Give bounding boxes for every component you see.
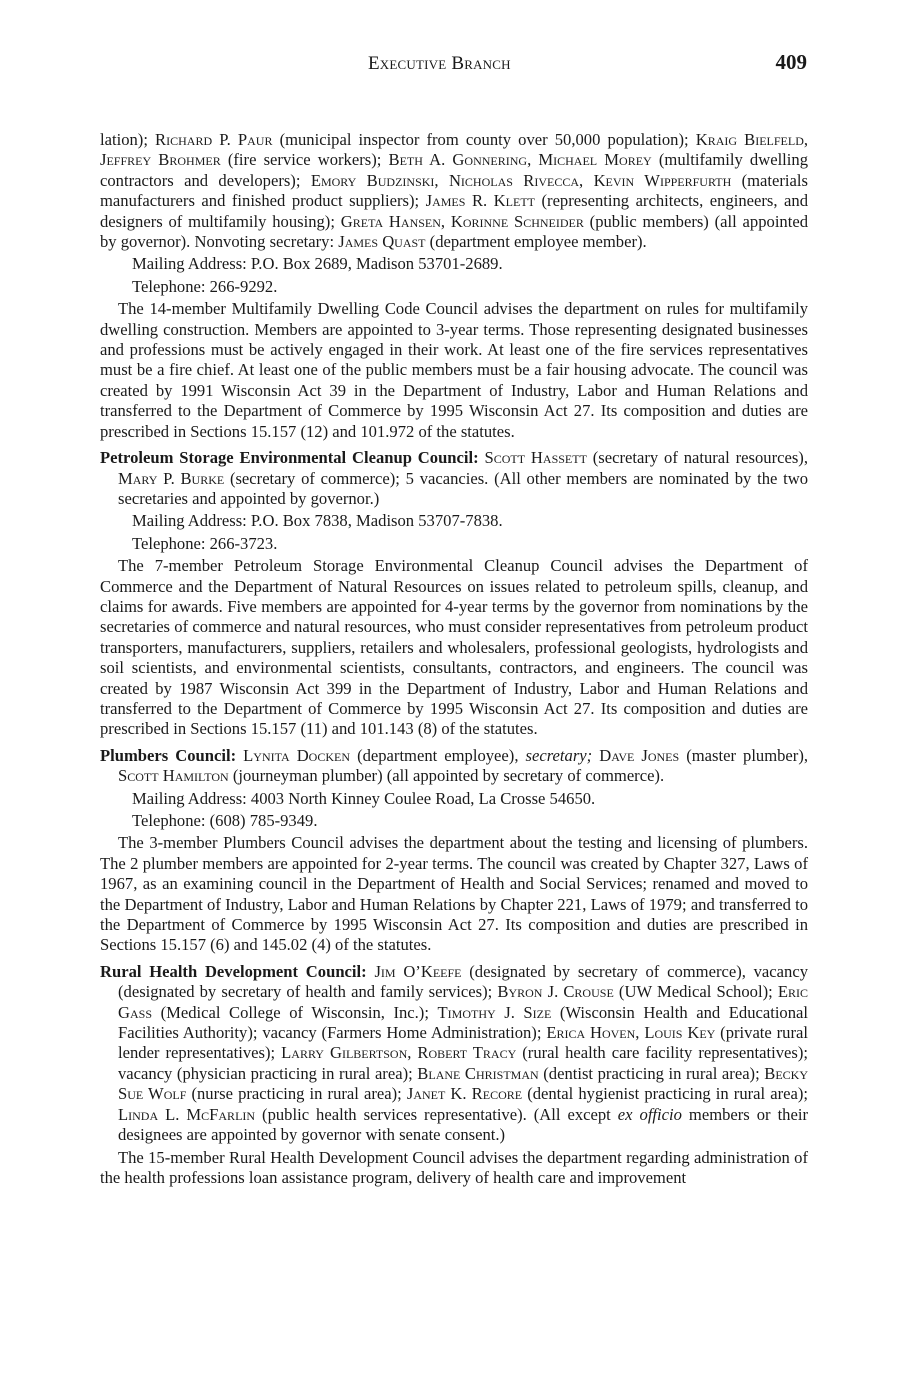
member-name: Greta Hansen, Korinne Schneider (340, 211, 584, 231)
member-name: Emory Budzinski, Nicholas Rivecca, Kevin Wipperfurth (310, 170, 732, 190)
member-role: (designated by secretary of commerce), vacancy (designated by secretary of health and family services); (118, 961, 808, 1002)
member-role: (dental hygienist practicing in rural area); (522, 1084, 808, 1104)
member-role: (rural health care facility representatives); vacancy (physician practicing in rural area); (118, 1043, 808, 1083)
member-name: Dave Jones (599, 745, 680, 765)
running-head: Executive Branch (368, 53, 511, 74)
council-description: The 14-member Multifamily Dwelling Code Council advises the department on rules for multifamily dwelling construction. Members are appointed to 3-year terms. Those representing designated businesses and professions must be actively engaged in their work. At least one of the fire services representatives must be a fire chief. At least one of the public members must be a fair housing advocate. The council was created by 1991 Wisconsin Act 39 in the Department of Industry, Labor and Human Relations and transferred to the Department of Commerce by 1995 Wisconsin Act 27. Its composition and duties are prescribed in Sections 15.157 (12) and 101.972 of the statutes. (100, 299, 808, 441)
member-role: (private rural lender representatives); (118, 1023, 808, 1063)
italic-role: secretary; (525, 745, 593, 765)
member-name: Scott Hamilton (118, 766, 229, 786)
member-role: (master plumber), (679, 745, 808, 765)
page-number: 409 (775, 50, 807, 74)
member-role: (UW Medical School); (613, 982, 778, 1002)
council-description: The 15-member Rural Health Development Council advises the department regarding administration of the health professions loan assistance program, delivery of health care and improvement (100, 1147, 808, 1187)
telephone: Telephone: (608) 785-9349. (132, 811, 318, 830)
member-role: (materials manufacturers and finished product suppliers); (100, 170, 808, 211)
member-name: James R. Klett (425, 191, 535, 211)
member-name: Eric Gass (118, 982, 808, 1022)
member-role: (secretary of commerce); 5 vacancies. (All other members are nominated by the two secretaries and appointed by governor.) (118, 468, 809, 508)
member-role: (journeyman plumber) (all appointed by secretary of commerce). (228, 766, 665, 786)
member-name: Larry Gilbertson, Robert Tracy (281, 1043, 517, 1063)
telephone: Telephone: 266-9292. (132, 276, 278, 296)
member-name: Beth A. Gonnering, Michael Morey (388, 150, 652, 170)
member-list-multifamily (100, 130, 808, 252)
telephone: Telephone: 266-3723. (132, 533, 278, 553)
mailing-address: Mailing Address: P.O. Box 7838, Madison 53707-7838. (132, 511, 503, 531)
member-role: (multifamily dwelling contractors and developers); (100, 150, 808, 190)
member-role: (nurse practicing in rural area); (186, 1084, 407, 1104)
italic-term: ex officio (617, 1104, 682, 1124)
member-name: Kraig Bielfeld, Jeffrey Brohmer (100, 130, 809, 170)
member-name: Lynita Docken (243, 745, 351, 765)
member-name: Mary P. Burke (118, 468, 225, 488)
member-name: Scott Hassett (484, 448, 587, 468)
member-name: Becky Sue Wolf (118, 1063, 809, 1104)
member-name: Byron J. Crouse (497, 982, 614, 1002)
council-heading: Rural Health Development Council: (100, 961, 367, 981)
member-role: (dentist practicing in rural area); (538, 1063, 765, 1083)
member-role: (fire service workers); (220, 150, 389, 170)
council-description: The 3-member Plumbers Council advises the department about the testing and licensing of plumbers. The 2 plumber members are appointed for 2-year terms. The council was created by Chapter 327, Laws of 1967, as an examining council in the Department of Health and Social Services; renamed and moved to the Department of Industry, Labor and Human Relations by Chapter 221, Laws of 1979; and transferred to the Department of Commerce by 1995 Wisconsin Act 27. Its composition and duties are prescribed in Sections 15.157 (6) and 145.02 (4) of the statutes. (100, 833, 808, 955)
member-role: (municipal inspector from county over 50,000 population); (272, 130, 696, 149)
text-run: lation); (100, 130, 156, 149)
page-body (100, 130, 808, 1188)
mailing-address: Mailing Address: 4003 North Kinney Coulee Road, La Crosse 54650. (132, 788, 596, 808)
member-role: (Medical College of Wisconsin, Inc.); (152, 1002, 438, 1022)
member-name: James Quast (338, 232, 426, 252)
council-heading: Petroleum Storage Environmental Cleanup Council: (100, 448, 479, 468)
member-name: Linda L. McFarlin (118, 1104, 256, 1124)
member-role: (Wisconsin Health and Educational Facilities Authority); vacancy (Farmers Home Administration); (118, 1002, 809, 1043)
member-name: Richard P. Paur (155, 130, 273, 149)
council-entry-petroleum (100, 448, 808, 509)
text-run: members or their designees are appointed by governor with senate consent.) (118, 1104, 808, 1145)
member-role: (representing architects, engineers, and designers of multifamily housing); (100, 191, 808, 231)
member-name: Timothy J. Size (437, 1002, 552, 1022)
member-name: Blane Christman (417, 1063, 539, 1083)
council-description: The 7-member Petroleum Storage Environmental Cleanup Council advises the Department of Commerce and the Department of Natural Resources on issues related to petroleum spills, cleanup, and claims for awards. Five members are appointed for 4-year terms by the governor from nominations by the secretaries of commerce and natural resources, who must consider representatives from petroleum product transporters, manufacturers, suppliers, retailers and wholesalers, professional geologists, hydrologists and soil scientists, and environmental scientists, consultants, contractors, and engineers. The council was created by 1987 Wisconsin Act 399 in the Department of Industry, Labor and Human Relations and transferred to the Department of Commerce by 1995 Wisconsin Act 27. Its composition and duties are prescribed in Sections 15.157 (11) and 101.143 (8) of the statutes. (100, 556, 808, 739)
council-entry-rural-health (100, 962, 808, 1146)
member-name: Erica Hoven, Louis Key (546, 1023, 716, 1043)
member-role: (secretary of natural resources), (586, 448, 808, 468)
member-role: (public members) (all appointed by governor). Nonvoting secretary: (100, 211, 808, 252)
mailing-address: Mailing Address: P.O. Box 2689, Madison 53701-2689. (132, 254, 503, 274)
member-role: (department employee member). (425, 232, 647, 252)
member-name: Jim O’Keefe (374, 961, 462, 981)
member-name: Janet K. Recore (406, 1084, 523, 1104)
council-entry-plumbers (100, 746, 808, 787)
member-role: (department employee), (350, 745, 526, 765)
member-role: (public health services representative). (All except (255, 1104, 618, 1124)
council-heading: Plumbers Council: (100, 745, 237, 765)
